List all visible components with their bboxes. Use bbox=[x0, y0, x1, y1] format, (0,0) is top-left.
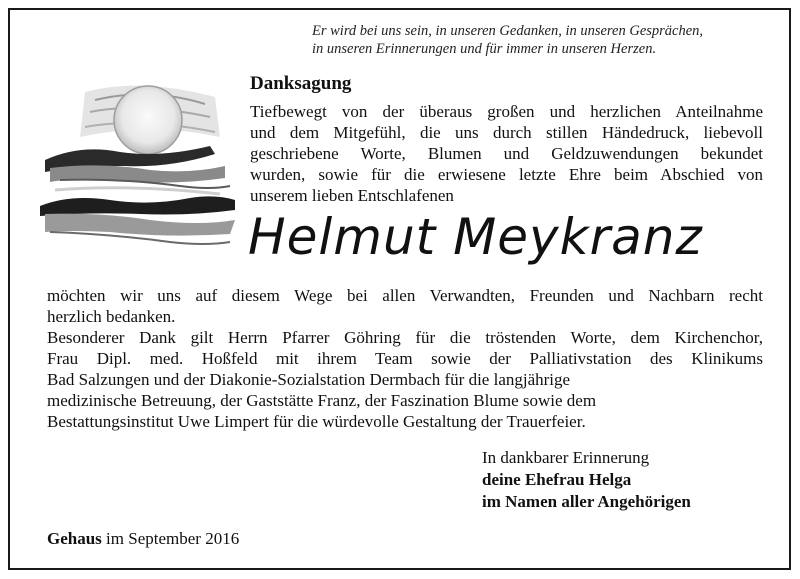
intro-line: und dem Mitgefühl, die uns durch stillen Händedruck, liebevoll bbox=[250, 123, 763, 142]
body-line: Bad Salzungen und der Diakonie-Sozialstation Dermbach für die langjährige bbox=[47, 370, 571, 389]
signer-line: im Namen aller Angehörigen bbox=[482, 492, 691, 511]
signer-line: deine Ehefrau Helga bbox=[482, 470, 632, 489]
body-line: herzlich bedanken. bbox=[47, 307, 176, 326]
sunset-landscape-illustration bbox=[40, 82, 235, 252]
intro-line: Tiefbewegt von der überaus großen und herzlichen Anteilnahme bbox=[250, 102, 763, 121]
intro-text bbox=[250, 101, 763, 206]
deceased-name: Helmut Meykranz bbox=[248, 208, 703, 266]
intro-line: wurden, sowie für die erwiesene letzte Ehre beim Abschied von bbox=[250, 165, 763, 184]
intro-line: unserem lieben Entschlafenen bbox=[250, 186, 454, 205]
thanks-body bbox=[47, 285, 763, 432]
place-and-date bbox=[47, 529, 239, 549]
body-line: Bestattungsinstitut Uwe Limpert für die würdevolle Gestaltung der Trauerfeier. bbox=[47, 412, 586, 431]
intro-line: geschriebene Worte, Blumen und Geldzuwendungen bekundet bbox=[250, 144, 763, 163]
memorial-quote bbox=[312, 22, 772, 58]
body-line: Frau Dipl. med. Hoßfeld mit ihrem Team sowie der Palliativstation des Klinikums bbox=[47, 349, 763, 368]
sun-shape bbox=[114, 86, 182, 154]
body-line: Besonderer Dank gilt Herrn Pfarrer Göhring für die tröstenden Worte, dem Kirchenchor, bbox=[47, 328, 763, 347]
closing-line: In dankbarer Erinnerung bbox=[482, 448, 650, 467]
heading-danksagung: Danksagung bbox=[250, 73, 352, 94]
place-town: Gehaus bbox=[47, 529, 102, 548]
closing-signature bbox=[482, 447, 691, 513]
place-date: im September 2016 bbox=[106, 529, 240, 548]
body-line: medizinische Betreuung, der Gaststätte Franz, der Faszination Blume sowie dem bbox=[47, 391, 597, 410]
body-line: möchten wir uns auf diesem Wege bei allen Verwandten, Freunden und Nachbarn recht bbox=[47, 286, 763, 305]
quote-line: Er wird bei uns sein, in unseren Gedanken, in unseren Gesprächen, bbox=[312, 23, 704, 39]
quote-line: in unseren Erinnerungen und für immer in unseren Herzen. bbox=[312, 41, 657, 57]
